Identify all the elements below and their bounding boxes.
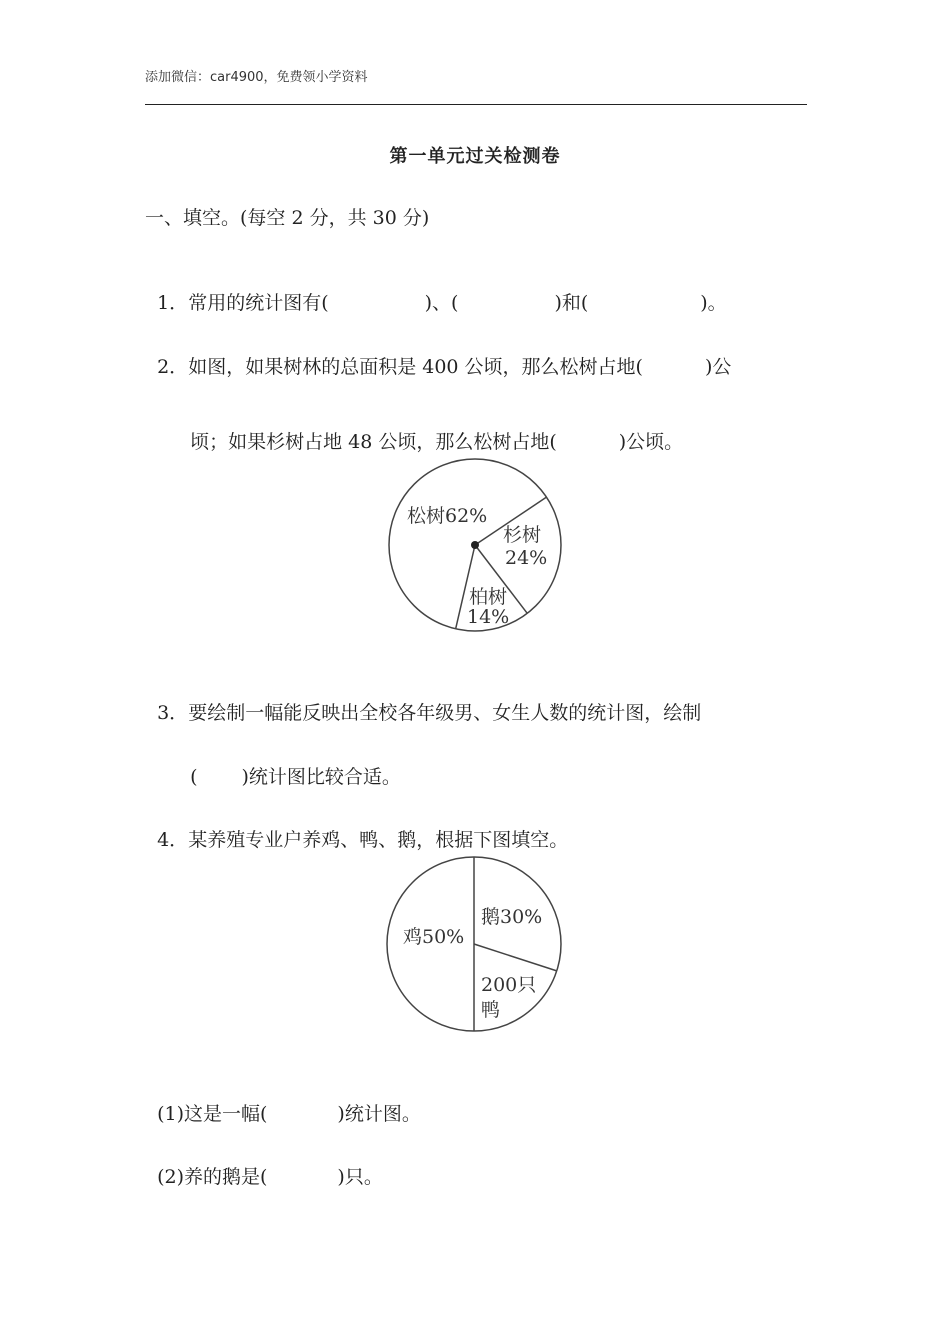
question-text: 如图，如果树林的总面积是 400 公顷，那么松树占地( xyxy=(188,356,643,378)
question-1 xyxy=(145,266,727,315)
question-text: 要绘制一幅能反映出全校各年级男、女生人数的统计图，绘制 xyxy=(188,702,702,724)
question-text: (2)养的鹅是( xyxy=(157,1166,268,1188)
question-2-line-2 xyxy=(178,405,683,454)
question-text: 某养殖专业户养鸡、鸭、鹅，根据下图填空。 xyxy=(188,829,569,851)
section-heading: 一、填空。(每空 2 分，共 30 分) xyxy=(145,207,430,229)
poultry-pie-chart xyxy=(383,853,565,1035)
question-number: 1． xyxy=(157,292,189,314)
slice-label-pine: 松树62% xyxy=(407,505,488,527)
question-text: 顷；如果杉树占地 48 公顷，那么松树占地( xyxy=(190,431,557,453)
slice-label-goose: 鹅30% xyxy=(481,906,543,928)
question-text: (1)这是一幅( xyxy=(157,1103,268,1125)
question-text: ( xyxy=(190,766,198,788)
slice-label-fir-name: 杉树 xyxy=(503,524,542,546)
question-text: )统计图比较合适。 xyxy=(241,766,401,788)
sub-question-1 xyxy=(145,1077,421,1126)
question-2-line-1 xyxy=(145,330,731,379)
question-text: )统计图。 xyxy=(337,1103,421,1125)
header-text: 添加微信：car4900，免费领小学资料 xyxy=(145,70,368,85)
slice-label-cypress-name: 柏树 xyxy=(469,586,508,608)
page-title: 第一单元过关检测卷 xyxy=(389,146,561,167)
sub-question-2 xyxy=(145,1140,383,1189)
question-text: )、( xyxy=(424,292,459,314)
slice-label-duck-name: 鸭 xyxy=(481,999,501,1021)
question-text: )。 xyxy=(700,292,727,314)
question-text: )只。 xyxy=(337,1166,383,1188)
question-text: 常用的统计图有( xyxy=(188,292,329,314)
question-text: )公 xyxy=(704,356,732,378)
slice-label-chicken: 鸡50% xyxy=(403,926,465,948)
question-number: 2． xyxy=(157,356,189,378)
question-text: )公顷。 xyxy=(618,431,684,453)
pie-center-dot xyxy=(471,541,479,549)
question-3-line-2 xyxy=(178,740,401,789)
header-rule xyxy=(145,104,807,105)
question-number: 3． xyxy=(157,702,189,724)
question-text: )和( xyxy=(554,292,589,314)
question-4 xyxy=(145,803,568,852)
slice-label-fir-pct: 24% xyxy=(505,547,548,569)
question-number: 4． xyxy=(157,829,189,851)
slice-label-cypress-pct: 14% xyxy=(467,606,510,628)
tree-area-pie-chart xyxy=(385,455,565,635)
question-3-line-1 xyxy=(145,676,701,725)
slice-label-duck-count: 200只 xyxy=(481,974,537,996)
